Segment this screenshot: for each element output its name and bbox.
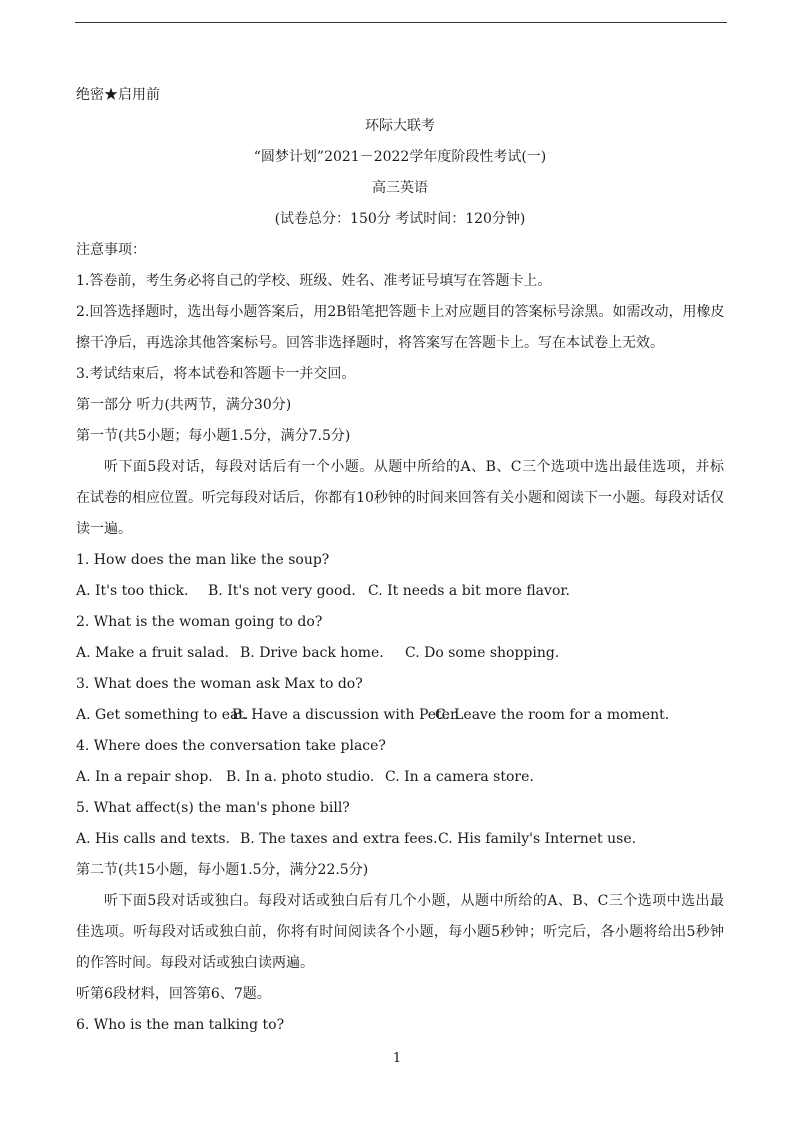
exam-page-content	[76, 80, 724, 1041]
option-a: A. In a repair shop.	[76, 769, 213, 785]
question-stem: 6. Who is the man talking to?	[76, 1017, 285, 1033]
option-b: B. In a. photo studio.	[226, 769, 375, 785]
section-instructions: 听下面5段对话，每段对话后有一个小题。从题中所给的A、B、C三个选项中选出最佳选项，并标	[104, 459, 724, 475]
header-rule	[75, 22, 727, 23]
question-stem: 4. Where does the conversation take place?	[76, 738, 386, 754]
section-instructions: 听下面5段对话或独白。每段对话或独白后有几个小题，从题中所给的A、B、C三个选项中选出最	[104, 893, 724, 909]
page-number: 1	[392, 1051, 402, 1066]
option-a: A. It's too thick.	[76, 583, 189, 599]
section-instructions: 佳选项。听每段对话或独白前，你将有时间阅读各个小题，每小题5秒钟；听完后，各小题将给出5秒钟	[76, 924, 724, 940]
section-title: 第二节(共15小题，每小题1.5分，满分22.5分)	[76, 862, 369, 878]
exam-subject: 高三英语	[372, 180, 428, 196]
option-c: C. In a camera store.	[385, 769, 534, 785]
option-c: C. His family's Internet use.	[438, 831, 637, 847]
question-stem: 2. What is the woman going to do?	[76, 614, 323, 630]
section-instructions: 在试卷的相应位置。听完每段对话后，你都有10秒钟的时间来回答有关小题和阅读下一小题。每段对话仅	[76, 490, 724, 506]
question-options	[76, 700, 724, 731]
notice-heading: 注意事项：	[76, 242, 146, 258]
question-options	[76, 762, 724, 793]
question-options	[76, 824, 724, 855]
question-stem: 5. What affect(s) the man's phone bill?	[76, 800, 350, 816]
option-c: C. Do some shopping.	[405, 645, 560, 661]
question-stem: 3. What does the woman ask Max to do?	[76, 676, 363, 692]
section-instructions: 读一遍。	[76, 521, 132, 537]
question-options	[76, 576, 724, 607]
section-instructions: 的作答时间。每段对话或独白读两遍。	[76, 955, 314, 971]
option-a: A. Get something to eat.	[76, 707, 249, 723]
exam-title: “圆梦计划”2021－2022学年度阶段性考试(一)	[253, 149, 547, 165]
notice-item: 3.考试结束后，将本试卷和答题卡一并交回。	[76, 366, 356, 382]
notice-item: 擦干净后，再选涂其他答案标号。回答非选择题时，将答案写在答题卡上。写在本试卷上无效。	[76, 335, 664, 351]
question-options	[76, 638, 724, 669]
exam-organizer: 环际大联考	[365, 118, 435, 134]
option-b: B. It's not very good.	[208, 583, 356, 599]
section-title: 第一节(共5小题；每小题1.5分，满分7.5分)	[76, 428, 351, 444]
option-b: B. Have a discussion with Peter.	[232, 707, 460, 723]
option-a: A. His calls and texts.	[76, 831, 230, 847]
notice-item: 1.答卷前，考生务必将自己的学校、班级、姓名、准考证号填写在答题卡上。	[76, 273, 552, 289]
confidential-mark: 绝密★启用前	[76, 87, 160, 103]
option-c: C. It needs a bit more flavor.	[368, 583, 570, 599]
notice-item: 2.回答选择题时，选出每小题答案后，用2B铅笔把答题卡上对应题目的答案标号涂黑。如需改动，用橡皮	[76, 304, 725, 320]
option-b: B. Drive back home.	[240, 645, 384, 661]
option-a: A. Make a fruit salad.	[76, 645, 229, 661]
exam-meta: (试卷总分：150分 考试时间：120分钟)	[274, 211, 526, 227]
material-note: 听第6段材料，回答第6、7题。	[76, 986, 271, 1002]
question-stem: 1. How does the man like the soup?	[76, 552, 330, 568]
option-c: C. Leave the room for a moment.	[435, 707, 670, 723]
option-b: B. The taxes and extra fees.	[240, 831, 438, 847]
part-title: 第一部分 听力(共两节，满分30分)	[76, 397, 292, 413]
